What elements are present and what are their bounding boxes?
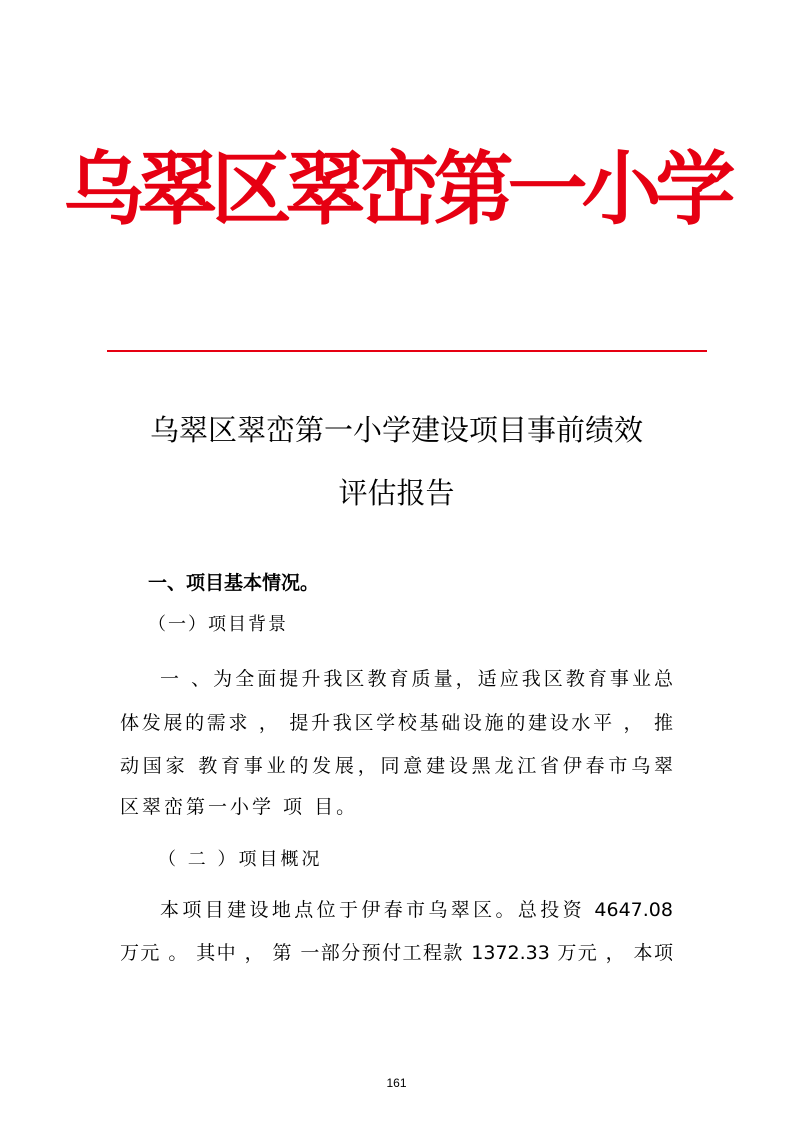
document-title-line-2: 评估报告 — [338, 476, 455, 510]
masthead — [0, 135, 793, 245]
document-title-line-1: 乌翠区翠峦第一小学建设项目事前绩效 — [149, 413, 643, 447]
paragraph-line: 万元 。 其中 ， 第 一部分预付工程款 1372.33 万元 ， 本项 — [120, 942, 673, 964]
masthead-text: 乌翠区翠峦第一小学 — [63, 143, 730, 236]
subsection-heading-overview: （ 二 ）项目概况 — [158, 849, 323, 870]
paragraph-line: 一 、为全面提升我区教育质量，适应我区教育事业总 — [160, 668, 673, 690]
subsection-heading-background: （一）项目背景 — [148, 614, 288, 635]
paragraph-line: 动国家 教育事业的发展，同意建设黑龙江省伊春市乌翠 — [120, 755, 673, 777]
paragraph-line: 区翠峦第一小学 项 目。 — [120, 796, 359, 818]
paragraph-line: 体发展的需求 ， 提升我区学校基础设施的建设水平 ， 推 — [120, 712, 673, 734]
section-heading: 一、项目基本情况。 — [148, 572, 320, 594]
masthead-divider — [107, 350, 707, 352]
paragraph-line: 本项目建设地点位于伊春市乌翠区。总投资 4647.08 — [160, 899, 673, 921]
page-number: 161 — [386, 1076, 407, 1090]
